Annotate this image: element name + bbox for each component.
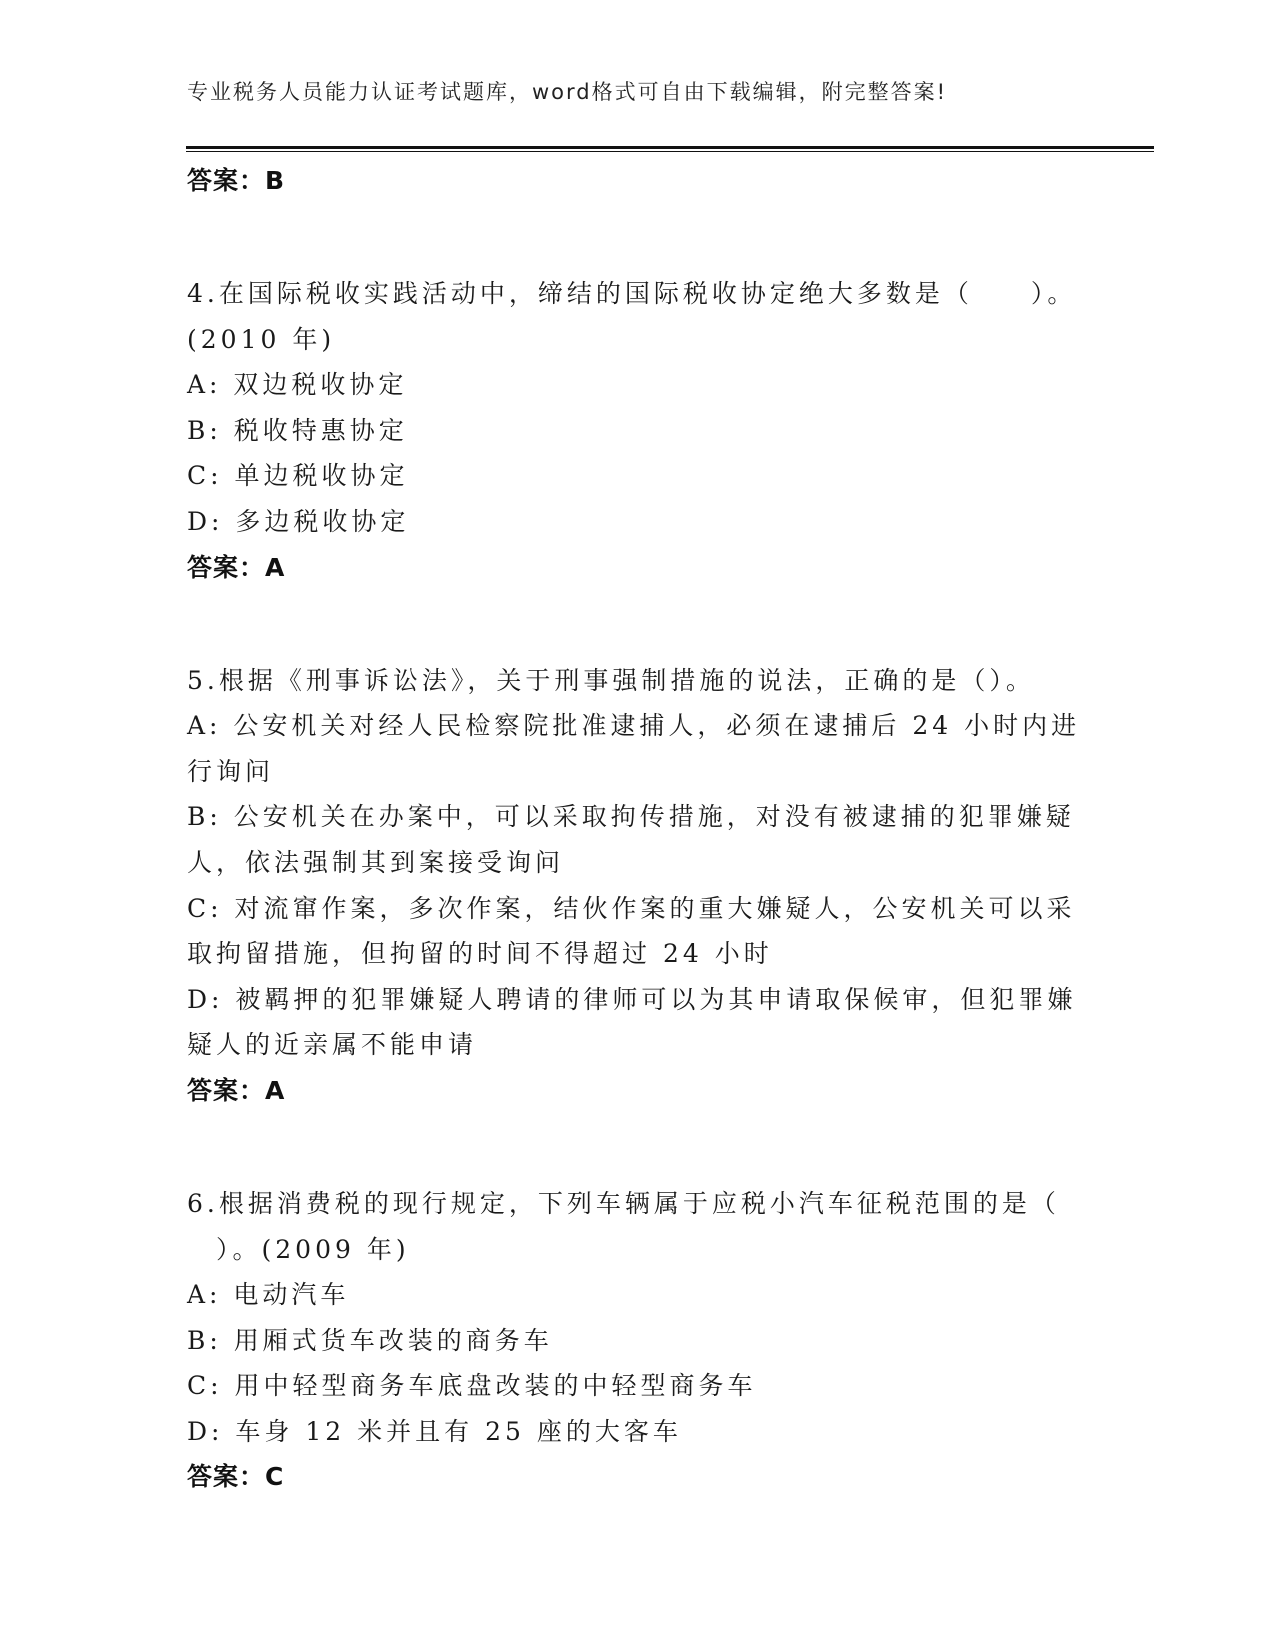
option-line: D: 多边税收协定 (187, 506, 410, 536)
option-line: 行询问 (187, 756, 275, 786)
option-line: C: 对流窜作案，多次作案，结伙作案的重大嫌疑人，公安机关可以采 (187, 893, 1076, 923)
question-block (187, 271, 1087, 590)
question-stem-line: 6.根据消费税的现行规定，下列车辆属于应税小汽车征税范围的是（ (187, 1188, 1060, 1218)
option-line: D: 被羁押的犯罪嫌疑人聘请的律师可以为其申请取保候审，但犯罪嫌 (187, 984, 1077, 1014)
option-line: B: 公安机关在办案中，可以采取拘传措施，对没有被逮捕的犯罪嫌疑 (187, 802, 1075, 832)
question-stem-line: 4.在国际税收实践活动中，缔结的国际税收协定绝大多数是（ ）。 (187, 279, 1077, 308)
option-line: A: 公安机关对经人民检察院批准逮捕人，必须在逮捕后 24 小时内进 (187, 711, 1081, 741)
page-header: 专业税务人员能力认证考试题库，word格式可自由下载编辑，附完整答案! (187, 80, 948, 104)
option-line: D: 车身 12 米并且有 25 座的大客车 (187, 1416, 682, 1446)
option-line: A: 电动汽车 (187, 1280, 350, 1310)
header-rule-thin (186, 151, 1154, 152)
question-stem-line: ）。(2009 年) (187, 1234, 410, 1264)
question-block (187, 1181, 1087, 1500)
option-line: 疑人的近亲属不能申请 (187, 1030, 478, 1060)
question-content (187, 158, 1087, 1499)
header-rule (186, 146, 1154, 149)
option-line: 取拘留措施，但拘留的时间不得超过 24 小时 (187, 939, 773, 969)
question-list (187, 271, 1087, 1499)
option-line: B: 税收特惠协定 (187, 415, 408, 445)
answer-line: 答案：B (187, 166, 286, 195)
question-stem-line: (2010 年) (187, 324, 336, 354)
option-line: C: 单边税收协定 (187, 461, 409, 491)
question-stem-line: 5.根据《刑事诉讼法》，关于刑事强制措施的说法，正确的是（）。 (187, 665, 1035, 695)
question-block (187, 658, 1087, 1113)
answer-line: 答案：A (187, 1075, 286, 1105)
option-line: 人，依法强制其到案接受询问 (187, 847, 565, 877)
option-line: C: 用中轻型商务车底盘改装的中轻型商务车 (187, 1371, 757, 1401)
option-line: A: 双边税收协定 (187, 370, 408, 400)
option-line: B: 用厢式货车改装的商务车 (187, 1325, 553, 1355)
answer-line: 答案：C (187, 1462, 285, 1492)
answer-line: 答案：A (187, 552, 286, 582)
